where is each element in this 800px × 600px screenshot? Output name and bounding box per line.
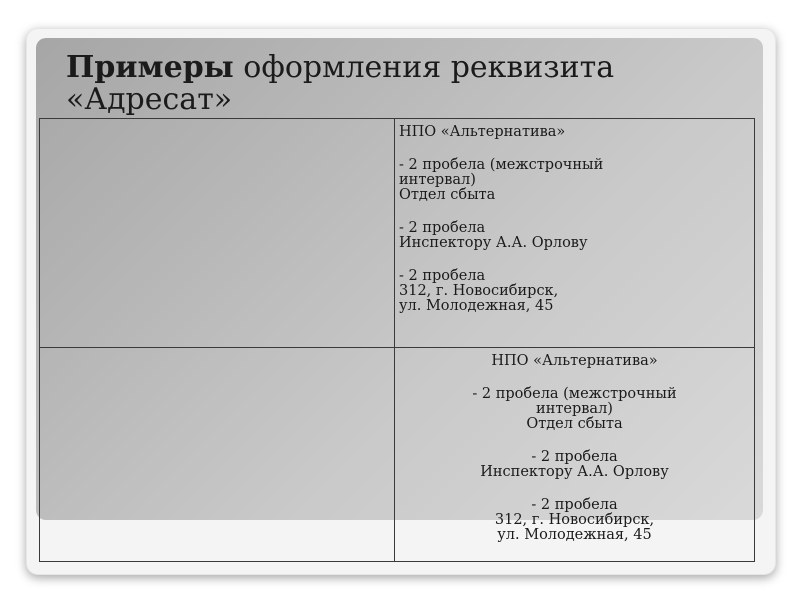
addr-gap-note: - 2 пробела (межстрочный xyxy=(399,157,604,173)
addr-gap-note: - 2 пробела xyxy=(399,268,486,284)
addr-department: Отдел сбыта xyxy=(399,187,496,203)
addr-department: Отдел сбыта xyxy=(526,416,623,432)
addressee-examples-table xyxy=(39,118,755,562)
addr-street: ул. Молодежная, 45 xyxy=(497,527,652,543)
addressee-example-left-aligned xyxy=(395,119,755,348)
table-cell-empty xyxy=(40,119,395,348)
table-row xyxy=(40,119,755,348)
table-row xyxy=(40,348,755,562)
addr-gap-note: - 2 пробела (межстрочный xyxy=(472,386,677,402)
addr-org: НПО «Альтернатива» xyxy=(399,124,566,140)
addr-recipient: Инспектору А.А. Орлову xyxy=(399,235,588,251)
addr-recipient: Инспектору А.А. Орлову xyxy=(480,464,669,480)
table-cell-empty xyxy=(40,348,395,562)
addr-gap-note: - 2 пробела xyxy=(531,449,618,465)
addr-org: НПО «Альтернатива» xyxy=(491,353,658,369)
slide-title xyxy=(66,52,746,116)
addr-city: 312, г. Новосибирск, xyxy=(494,512,655,528)
addressee-example-centered xyxy=(395,348,755,562)
slide-title-bold: Примеры xyxy=(66,50,234,85)
addr-gap-note: - 2 пробела xyxy=(531,497,618,513)
addr-gap-note-cont: интервал) xyxy=(536,401,613,417)
addr-street: ул. Молодежная, 45 xyxy=(399,298,554,314)
addr-city: 312, г. Новосибирск, xyxy=(399,283,559,299)
addr-gap-note-cont: интервал) xyxy=(399,172,476,188)
addr-gap-note: - 2 пробела xyxy=(399,220,486,236)
slide-title-rest: оформления реквизита «Адресат» xyxy=(66,50,615,117)
